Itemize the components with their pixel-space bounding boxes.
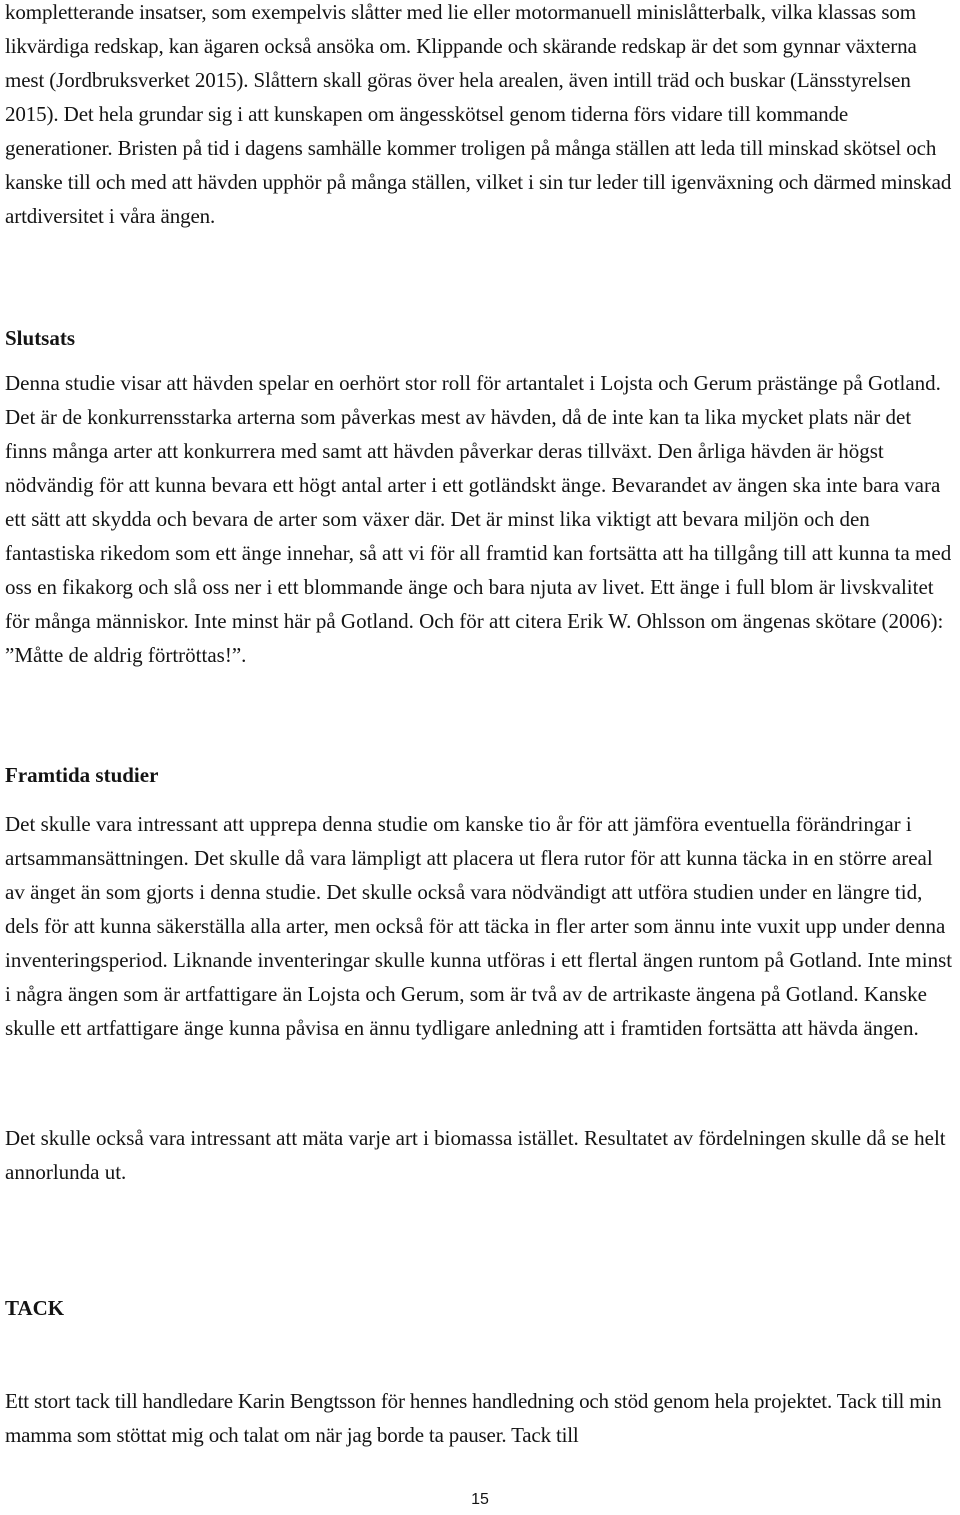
paragraph-slutsats: Denna studie visar att hävden spelar en oerhört stor roll för artantalet i Lojsta och Gerum prästänge på Gotland. Det är de konkurrensstarka arterna som påverkas mest av hävden, då de inte kan ta lika mycket plats när det finns många arter att konkurrera med samt att hävden påverkar deras tillväxt. Den årliga hävden är högst nödvändig för att kunna bevara ett högt antal arter i ett gotländskt änge. Bevarandet av ängen ska inte bara vara ett sätt att skydda och bevara de arter som växer där. Det är minst lika viktigt att bevara miljön och den fantastiska rikedom som ett änge innehar, så att vi för all framtid kan fortsätta att ha tillgång till att kunna ta med oss en fikakorg och slå oss ner i ett blommande änge och bara njuta av livet. Ett änge i full blom är livskvalitet för många människor. Inte minst här på Gotland. Och för att citera Erik W. Ohlsson om ängenas skötare (2006): ”Måtte de aldrig förtröttas!”. xyxy=(5,371,952,667)
paragraph-angesskotsel: kompletterande insatser, som exempelvis slåtter med lie eller motormanuell minislåtterbalk, vilka klassas som likvärdiga redskap, kan ägaren också ansöka om. Klippande och skärande redskap är det som gynnar växterna mest (Jordbruksverket 2015). Slåttern skall göras över hela arealen, även intill träd och buskar (Länsstyrelsen 2015). Det hela grundar sig i att kunskapen om ängesskötsel genom tiderna förs vidare till kommande generationer. Bristen på tid i dagens samhälle kommer troligen på många ställen att leda till minskad skötsel och kanske till och med att hävden upphör på många ställen, vilket i sin tur leder till igenväxning och därmed minskad artdiversitet i våra ängen. xyxy=(5,0,952,228)
heading-tack: TACK xyxy=(5,1296,65,1320)
paragraph-framtida-studier-2: Det skulle också vara intressant att mäta varje art i biomassa istället. Resultatet av fördelningen skulle då se helt annorlunda ut. xyxy=(5,1126,946,1184)
paragraph-tack: Ett stort tack till handledare Karin Bengtsson för hennes handledning och stöd genom hela projektet. Tack till min mamma som stöttat mig och talat om när jag borde ta pauser. Tack till xyxy=(5,1389,942,1447)
page-number: 15 xyxy=(471,1491,489,1508)
paragraph-framtida-studier-1: Det skulle vara intressant att upprepa denna studie om kanske tio år för att jämföra eventuella förändringar i artsammansättningen. Det skulle då vara lämpligt att placera ut flera rutor för att kunna täcka in en större areal av änget än som gjorts i denna studie. Det skulle också vara nödvändigt att utföra studien under en längre tid, dels för att kunna säkerställa alla arter, men också för att täcka in fler arter som ännu inte vuxit upp under denna inventeringsperiod. Liknande inventeringar skulle kunna utföras i ett flertal ängen runtom på Gotland. Inte minst i några ängen som är artfattigare än Lojsta och Gerum, som är två av de artrikaste ängena på Gotland. Kanske skulle ett artfattigare änge kunna påvisa en ännu tydligare anledning att i framtiden fortsätta att hävda ängen. xyxy=(5,812,953,1040)
heading-slutsats: Slutsats xyxy=(5,326,76,350)
heading-framtida-studier: Framtida studier xyxy=(5,763,159,787)
